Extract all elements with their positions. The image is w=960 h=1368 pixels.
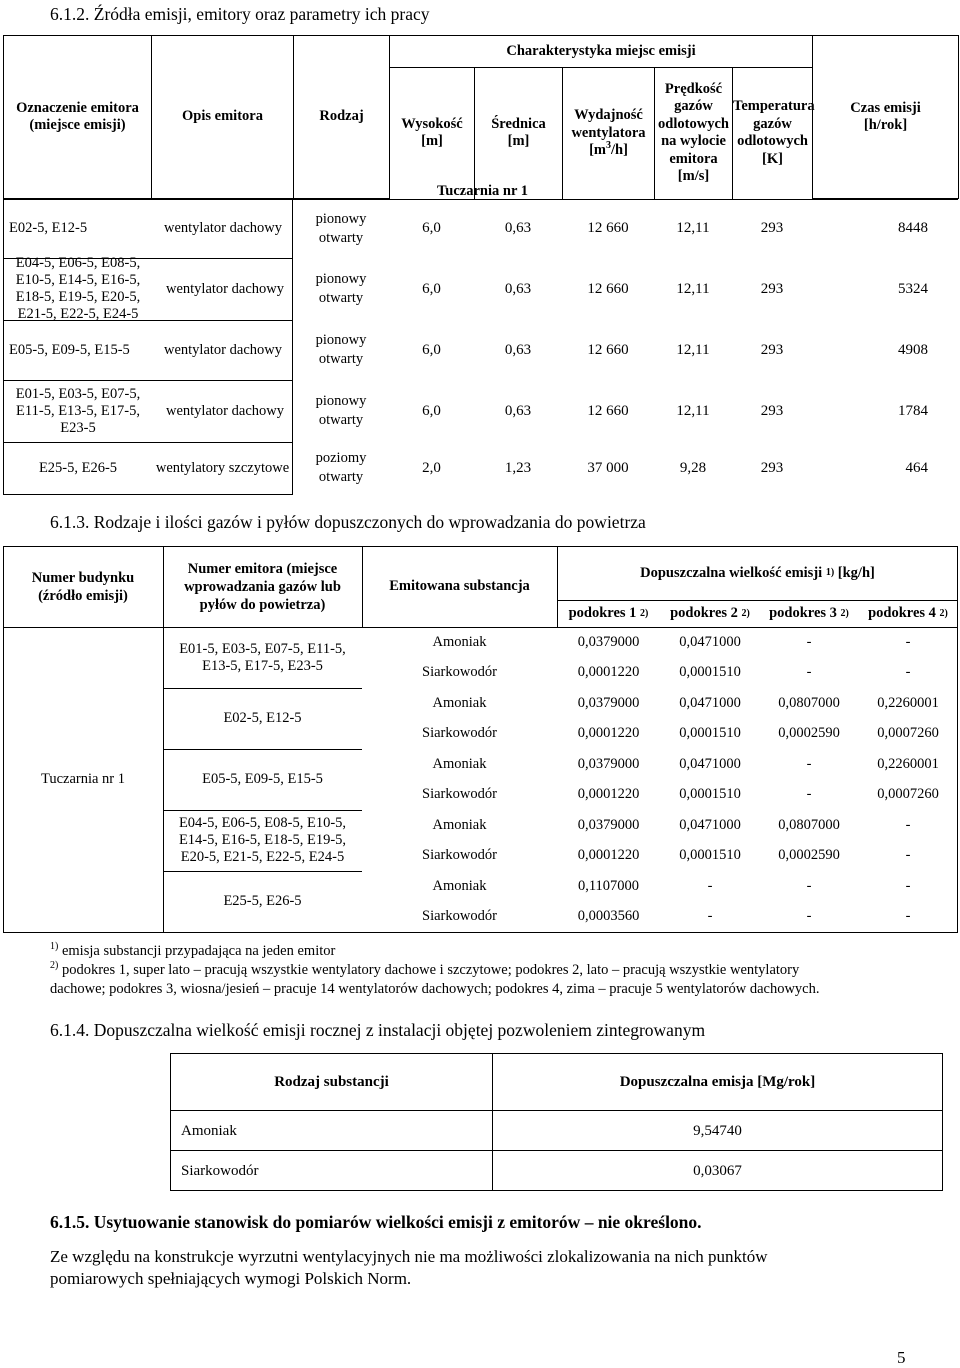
substance-name: Siarkowodór [422,725,497,741]
emitter-id: E02-5, E12-5 [9,220,88,236]
tuczarnia-label: Tuczarnia nr 1 [436,183,529,199]
header-substancja: Emitowana substancja [389,578,530,594]
emitter-type: pionowy otwarty [315,271,367,306]
section-6-1-5-text [50,1246,768,1290]
emission-value: 0,0807000 [778,816,840,833]
flow-value: 12 660 [587,280,629,297]
velocity-value: 9,28 [679,459,707,476]
paragraph-line: pomiarowych spełniających wymogi Polskich Norm. [50,1269,412,1288]
substance-name: Amoniak [432,633,487,650]
emission-value: - [806,755,812,772]
header-podokres: podokres 1 2) [568,605,649,621]
section-6-1-4-title: 6.1.4. Dopuszczalna wielkość emisji rocznej z instalacji objętej pozwoleniem zintegrowanym [50,1020,706,1040]
emission-value: 0,0001220 [577,664,640,680]
emission-value: - [905,847,911,863]
diameter-value: 0,63 [504,341,532,358]
section-6-1-2-title: 6.1.2. Źródła emisji, emitory oraz parametry ich pracy [50,4,430,24]
emission-value: 0,0379000 [577,816,640,833]
emission-value: 0,0007260 [877,725,939,741]
emission-value: - [905,816,911,833]
emission-value: 0,0002590 [778,847,840,863]
emission-time-value: 8448 [898,220,928,236]
emission-value: 0,0807000 [778,694,840,711]
emitter-description: wentylator dachowy [164,220,282,236]
emitter-type: poziomy otwarty [315,450,367,485]
emission-value: 0,0001510 [679,847,741,863]
substance-emission: 0,03067 [493,1151,943,1191]
footnote-text: podokres 1, super lato – pracują wszystkie wentylatory dachowe i szczytowe; podokres 2, lato – pracują wszystkie wentylatory [61,962,800,978]
velocity-value: 12,11 [676,280,710,297]
emitters-table [3,35,959,199]
emission-value: 0,0471000 [679,694,741,711]
emitter-id: E01-5, E03-5, E07-5, E11-5, E13-5, E17-5, E23-5 [15,385,141,436]
emission-value: 0,0471000 [679,633,741,650]
height-value: 6,0 [422,280,441,297]
header-charakterystyka: Charakterystyka miejsc emisji [390,36,813,68]
substance-name: Siarkowodór [422,664,497,680]
annual-emission-table [170,1053,943,1191]
emission-value: 0,0001220 [577,786,640,802]
footnote-line [50,980,819,999]
emission-time-value: 464 [905,459,928,476]
emitter-description: wentylator dachowy [166,402,284,419]
substance-name: Siarkowodór [171,1151,493,1191]
flow-value: 37 000 [587,459,629,476]
emission-value: 0,0471000 [679,816,741,833]
height-value: 6,0 [422,220,441,236]
footnote-line [50,961,799,980]
footnote-text: emisja substancji przypadająca na jeden emitor [61,943,336,959]
footnote-text: dachowe; podokres 3, wiosna/jesień – pracuje 14 wentylatorów dachowych; podokres 4, zima – pracuje 5 wentylatorów dachowych. [50,981,820,997]
header-podokres: podokres 2 2) [670,605,750,621]
header-rodzaj: Rodzaj [294,36,390,199]
velocity-value: 12,11 [676,341,710,358]
section-6-1-3-title: 6.1.3. Rodzaje i ilości gazów i pyłów dopuszczonych do wprowadzania do powietrza [50,512,646,532]
emitter-type: pionowy otwarty [315,393,367,428]
header-opis: Opis emitora [152,36,294,199]
velocity-value: 12,11 [676,402,710,419]
substance-emission: 9,54740 [493,1111,943,1151]
footnote-line [50,942,335,961]
diameter-value: 0,63 [504,220,532,236]
substance-name: Amoniak [432,877,487,894]
emission-value: 0,0379000 [577,694,640,711]
header-podokres: podokres 4 2) [868,605,948,621]
footnote-mark: 2) [50,960,59,972]
section-6-1-5-title: 6.1.5. Usytuowanie stanowisk do pomiarów wielkości emisji z emitorów – nie określono. [50,1212,702,1232]
emitter-group-id: E25-5, E26-5 [223,893,302,909]
substance-name: Amoniak [432,694,487,711]
height-value: 6,0 [422,402,441,419]
emission-value: - [806,633,812,650]
emission-value: - [806,786,812,802]
emitter-group-id: E05-5, E09-5, E15-5 [202,771,323,787]
emission-time-value: 4908 [898,341,928,358]
emission-value: - [806,877,812,894]
emission-value: - [905,664,911,680]
header-oznaczenie: Oznaczenie emitora (miejsce emisji) [4,36,152,199]
emission-value: 0,0001220 [577,725,640,741]
emission-time-value: 5324 [898,280,928,297]
emission-value: 0,0001510 [679,725,741,741]
emitter-id: E04-5, E06-5, E08-5, E10-5, E14-5, E16-5, E18-5, E19-5, E20-5, E21-5, E22-5, E24-5 [15,255,141,322]
header-srednica: Średnica [m] [475,68,563,199]
substance-name: Amoniak [432,755,487,772]
emission-value: - [707,908,713,924]
emitters-body-frame [3,199,293,494]
header-dopuszczalna-emisja: Dopuszczalna emisja [Mg/rok] [493,1054,943,1111]
footnote-mark: 1) [50,941,59,953]
emission-value: - [905,877,911,894]
header-numer-budynku: Numer budynku (źródło emisji) [31,569,135,604]
emission-value: 0,0471000 [679,755,741,772]
header-temperatura: Temperatura gazów odlotowych [K] [733,68,813,199]
height-value: 2,0 [422,459,441,476]
building-name: Tuczarnia nr 1 [40,771,126,787]
substance-name: Siarkowodór [422,908,497,924]
substance-name: Amoniak [171,1111,493,1151]
emission-value: 0,0001510 [679,786,741,802]
header-czas: Czas emisji [h/rok] [813,36,959,199]
paragraph-line: Ze względu na konstrukcje wyrzutni wentylacyjnych nie ma możliwości zlokalizowania na nich punktów [50,1247,768,1266]
temperature-value: 293 [760,341,784,358]
velocity-value: 12,11 [676,220,710,236]
temperature-value: 293 [760,402,784,419]
emission-value: 0,0003560 [577,908,640,924]
emission-value: 0,0007260 [877,786,939,802]
flow-value: 12 660 [587,341,629,358]
substance-name: Siarkowodór [422,786,497,802]
emitter-group-id: E04-5, E06-5, E08-5, E10-5, E14-5, E16-5, E18-5, E19-5, E20-5, E21-5, E22-5, E24-5 [178,815,347,865]
temperature-value: 293 [760,220,784,236]
emitter-description: wentylator dachowy [164,341,282,358]
header-wydajnosc: Wydajność wentylatora $[m^3/h]$ [563,68,655,199]
emission-value: - [806,908,812,924]
emission-value: 0,2260001 [877,694,939,711]
emission-value: - [806,664,812,680]
emitter-type: pionowy otwarty [315,210,367,246]
emitter-id: E05-5, E09-5, E15-5 [9,341,130,358]
emission-value: 0,0002590 [778,725,840,741]
emitter-type: pionowy otwarty [315,332,367,367]
header-podokres: podokres 3 2) [769,605,849,621]
diameter-value: 0,63 [504,402,532,419]
emission-value: 0,0379000 [577,633,640,650]
header-dopuszczalna: Dopuszczalna wielkość emisji 1) [kg/h] [640,564,875,581]
emission-value: 0,0379000 [577,755,640,772]
emission-value: 0,2260001 [877,755,939,772]
emitter-group-id: E02-5, E12-5 [223,710,302,726]
emission-value: - [707,877,713,894]
emitter-id: E25-5, E26-5 [38,459,118,476]
header-rodzaj-substancji: Rodzaj substancji [171,1054,493,1111]
flow-value: 12 660 [587,402,629,419]
emission-value: 0,0001510 [679,664,741,680]
page-number: 5 [897,1348,906,1367]
diameter-value: 1,23 [504,459,532,476]
header-wysokosc: Wysokość [m] [390,68,475,199]
emitter-group-id: E01-5, E03-5, E07-5, E11-5, E13-5, E17-5, E23-5 [179,640,346,674]
emission-time-value: 1784 [898,402,928,419]
temperature-value: 293 [760,459,784,476]
header-numer-emitora: Numer emitora (miejsce wprowadzania gazów lub pyłów do powietrza) [184,560,341,613]
row-divider [3,494,293,495]
emission-value: 0,0001220 [577,847,640,863]
emission-value: - [905,633,911,650]
header-predkosc: Prędkość gazów odlotowych na wylocie emitora [m/s] [655,68,733,199]
flow-value: 12 660 [587,220,629,236]
table-line [3,932,958,933]
diameter-value: 0,63 [504,280,532,297]
emission-value: - [905,908,911,924]
emission-value: 0,1107000 [577,877,640,894]
temperature-value: 293 [760,280,784,297]
substance-name: Siarkowodór [422,847,497,863]
height-value: 6,0 [422,341,441,358]
substance-name: Amoniak [432,816,487,833]
emitter-description: wentylatory szczytowe [155,459,290,476]
emitter-description: wentylator dachowy [166,280,284,297]
